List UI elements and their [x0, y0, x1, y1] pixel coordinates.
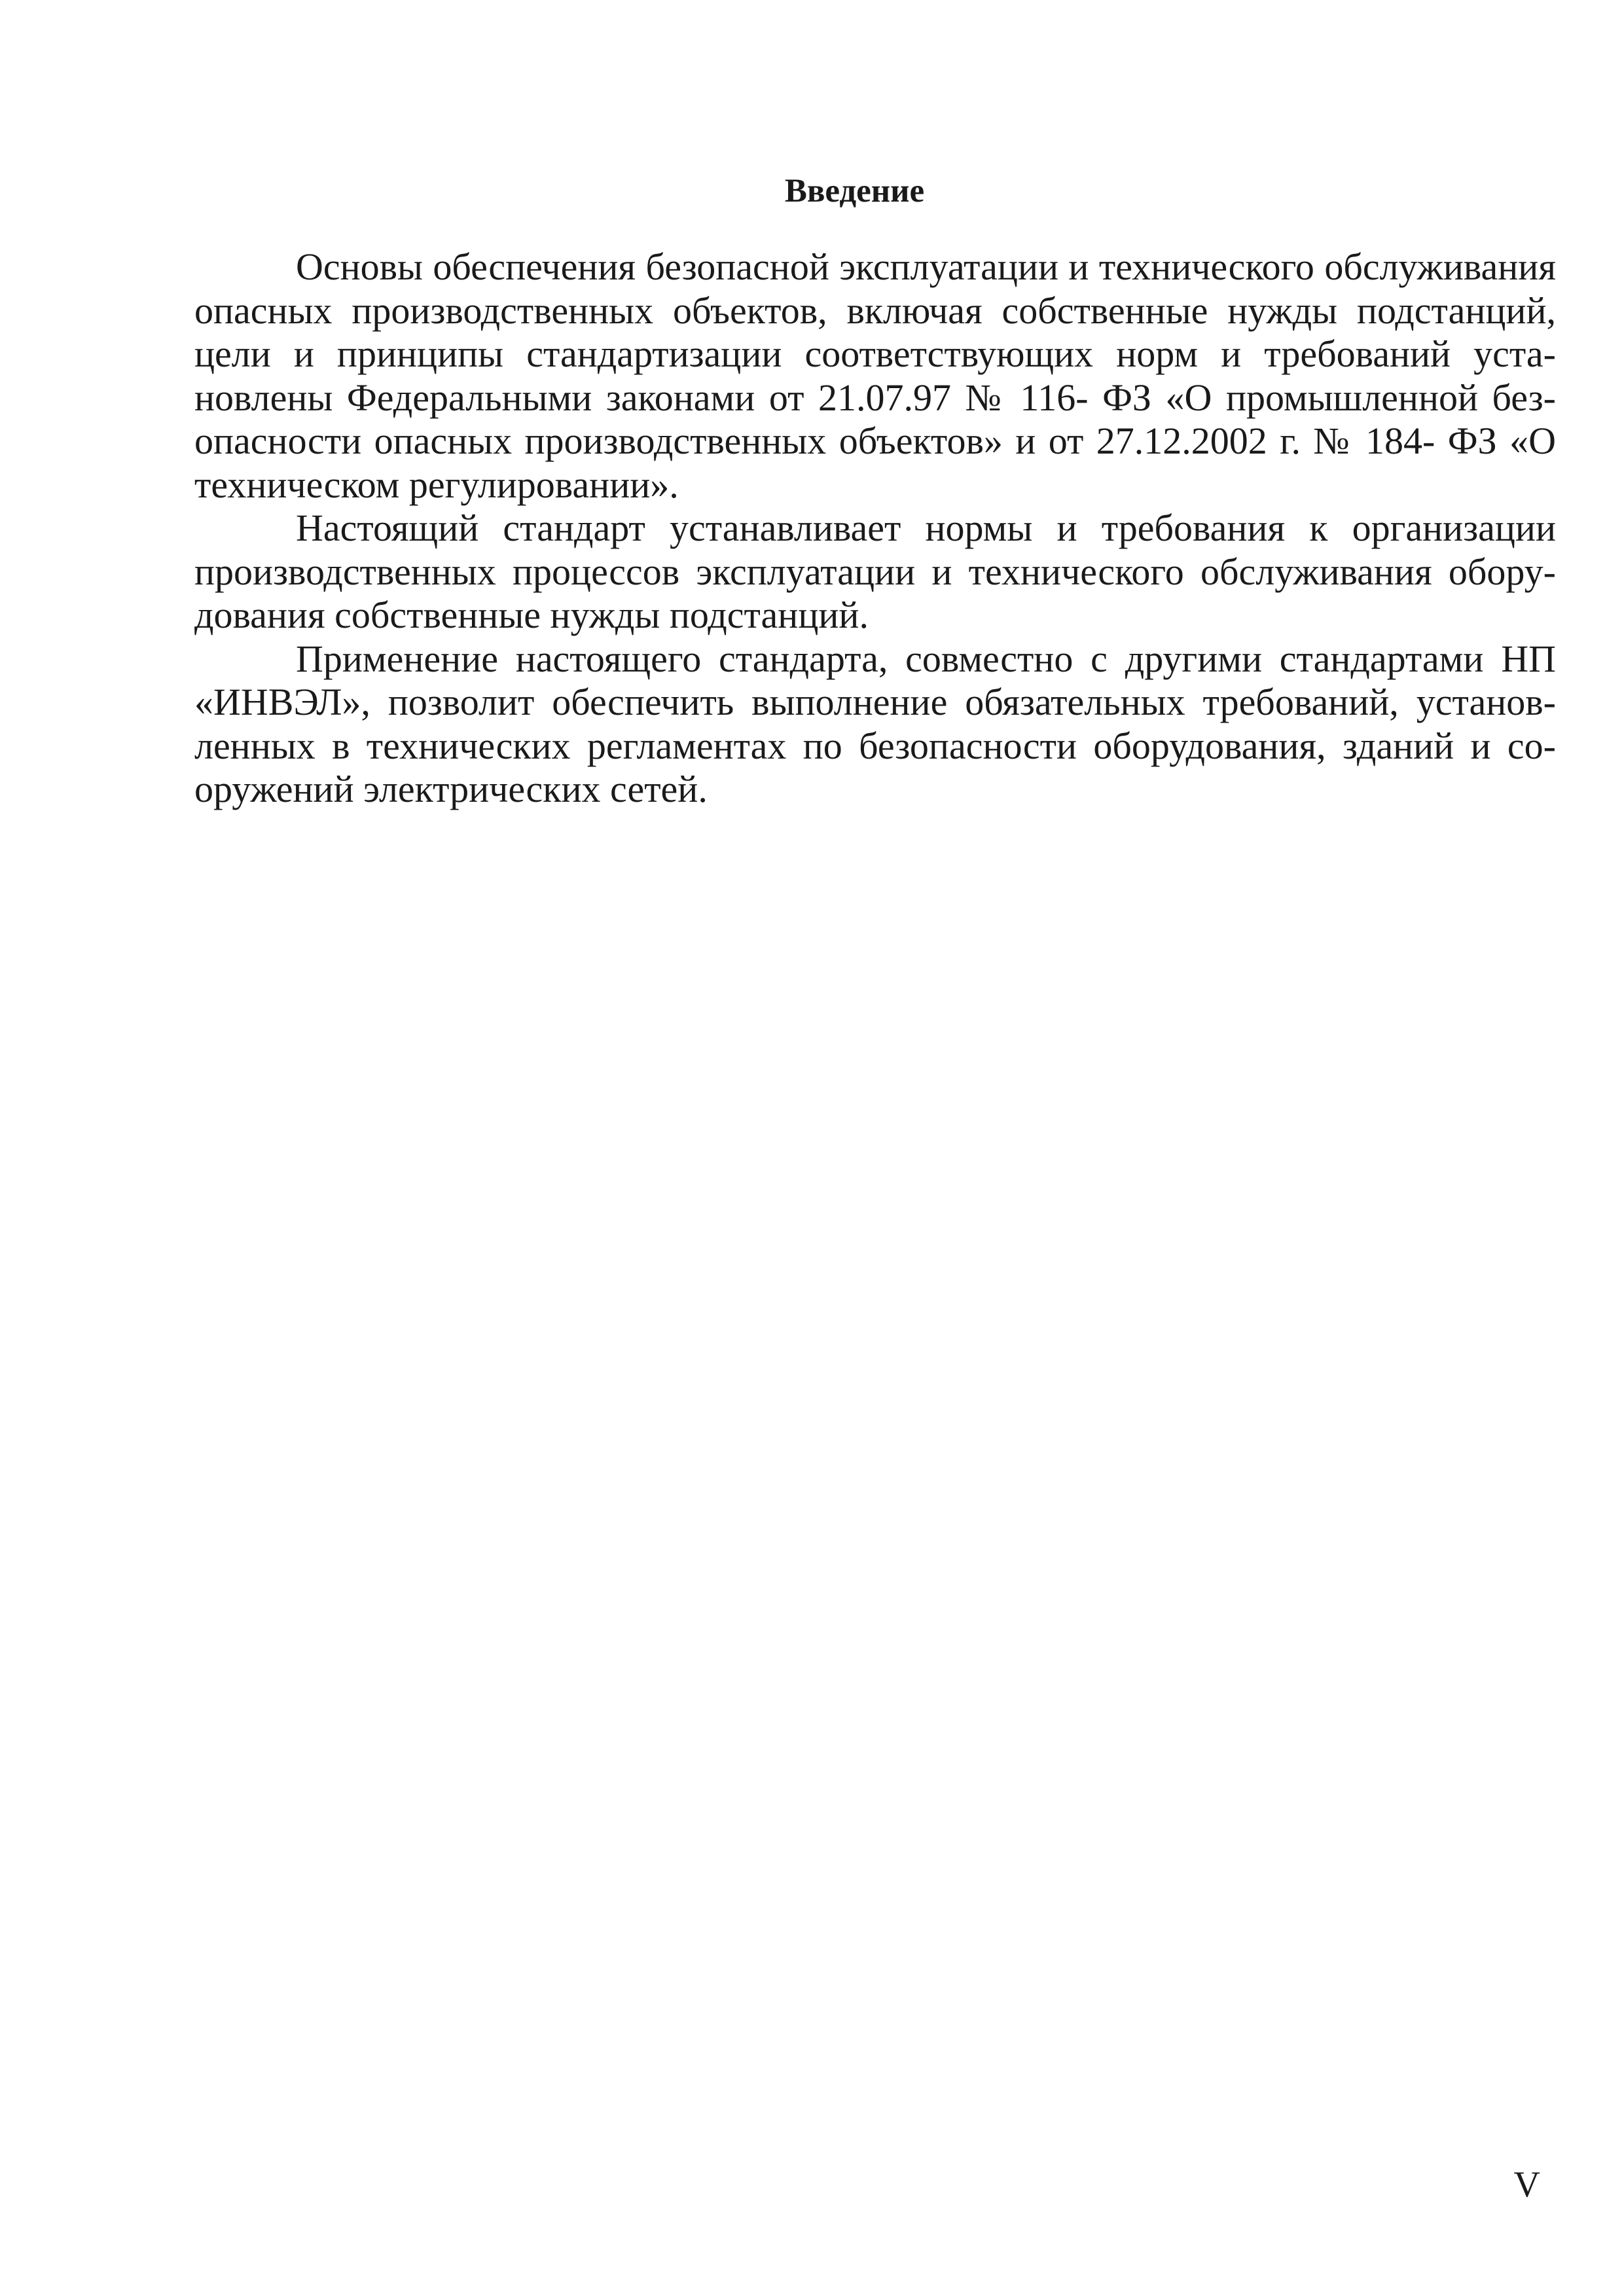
page-number: V: [1513, 2164, 1540, 2205]
body-text: [194, 245, 1556, 812]
paragraph-3: Применение настоящего стандарта, совместно с другими стандартами НП «ИНВЭЛ», позволит обеспечить выполнение обязательных требований, установленных в технических регламентах по безопасности оборудования, зданий и сооружений электрических сетей.: [194, 637, 1556, 810]
paragraph-2: Настоящий стандарт устанавливает нормы и требования к организации производственных процессов эксплуатации и технического обслуживания оборудования собственные нужды подстанций.: [194, 507, 1556, 636]
paragraph-1: Основы обеспечения безопасной эксплуатации и технического обслуживания опасных производственных объектов, включая собственные нужды подстанций, цели и принципы стандартизации соответствующих норм и требований установлены Федеральными законами от 21.07.97 № 116- ФЗ «О промышленной безопасности опасных производственных объектов» и от 27.12.2002 г. № 184- ФЗ «О техническом регулировании».: [194, 245, 1556, 506]
section-title: Введение: [784, 173, 925, 209]
